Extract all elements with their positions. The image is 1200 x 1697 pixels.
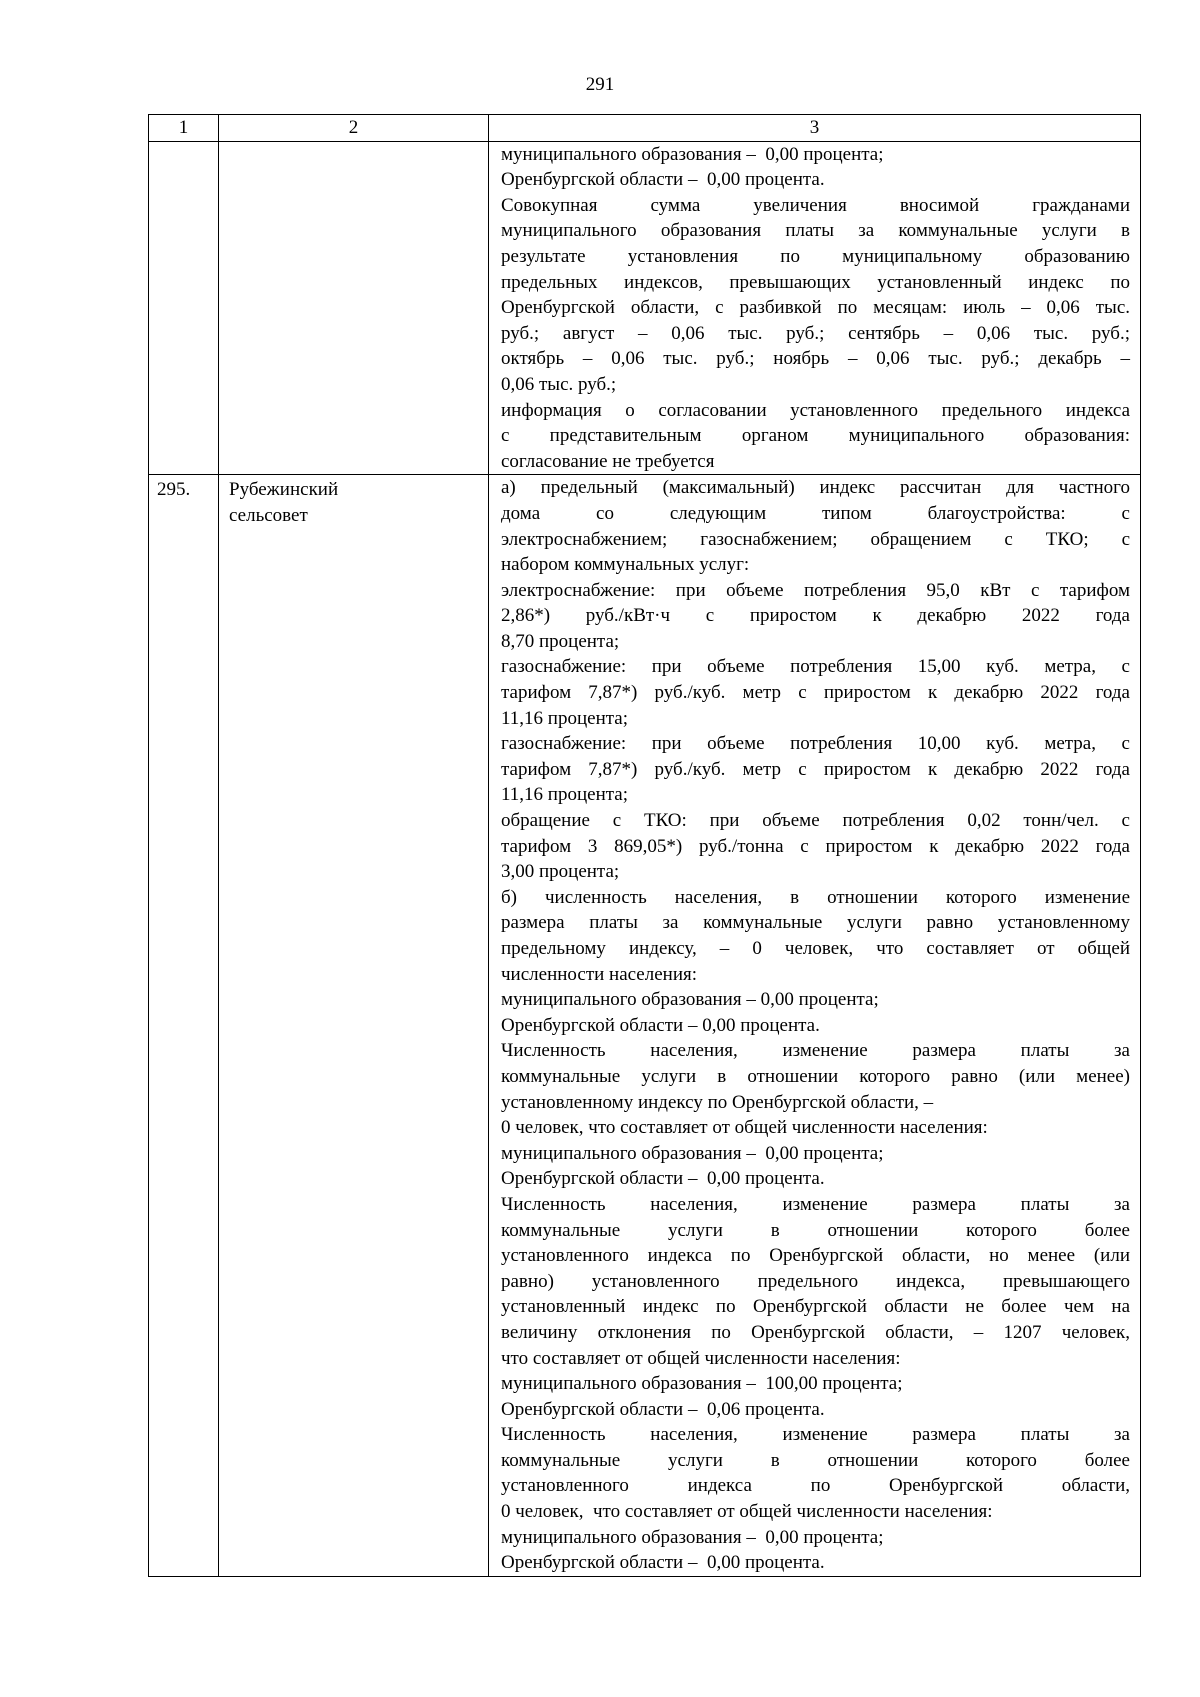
text-line: установленного индекса по Оренбургской области,: [501, 1475, 1130, 1497]
text-line: муниципального образования – 0,00 процента;: [501, 143, 884, 165]
text-line: 2,86*) руб./кВт·ч с приростом к декабрю 2022 года: [501, 605, 1130, 627]
text-line: газоснабжение: при объеме потребления 15,00 куб. метра, с: [501, 656, 1130, 678]
text-line: муниципального образования – 0,00 процента;: [501, 1526, 884, 1548]
text-line: величину отклонения по Оренбургской области, – 1207 человек,: [501, 1321, 1130, 1343]
text-line: 0 человек, что составляет от общей численности населения:: [501, 1117, 988, 1139]
document-table: [148, 114, 1141, 1577]
text-line: муниципального образования – 100,00 процента;: [501, 1373, 903, 1395]
text-line: 11,16 процента;: [501, 707, 628, 729]
text-line: руб.; август – 0,06 тыс. руб.; сентябрь – 0,06 тыс. руб.;: [501, 322, 1130, 344]
description-cell: [489, 141, 1141, 475]
column-header-2: 2: [219, 115, 489, 142]
text-line: информация о согласовании установленного предельного индекса: [501, 399, 1130, 421]
text-line: 0,06 тыс. руб.;: [501, 373, 617, 395]
row-number-cell: [149, 141, 219, 475]
text-line: муниципального образования – 0,00 процента;: [501, 989, 879, 1011]
text-line: газоснабжение: при объеме потребления 10,00 куб. метра, с: [501, 733, 1130, 755]
text-line: размера платы за коммунальные услуги равно установленному: [501, 912, 1130, 934]
text-line: установленный индекс по Оренбургской области не более чем на: [501, 1296, 1130, 1318]
text-line: набором коммунальных услуг:: [501, 554, 750, 576]
text-line: муниципального образования – 0,00 процента;: [501, 1142, 884, 1164]
text-line: равно) установленного предельного индекса, превышающего: [501, 1270, 1130, 1292]
text-line: обращение с ТКО: при объеме потребления 0,02 тонн/чел. с: [501, 810, 1130, 832]
municipality-name-line: сельсовет: [229, 504, 308, 526]
text-line: с представительным органом муниципального образования:: [501, 425, 1130, 447]
text-line: Оренбургской области, с разбивкой по месяцам: июль – 0,06 тыс.: [501, 297, 1130, 319]
text-line: предельному индексу, – 0 человек, что составляет от общей: [501, 938, 1130, 959]
text-line: Оренбургской области – 0,00 процента.: [501, 1168, 825, 1190]
text-line: а) предельный (максимальный) индекс рассчитан для частного: [501, 477, 1130, 499]
row-number-cell: 295.: [149, 475, 219, 1577]
text-line: предельных индексов, превышающих установленный индекс по: [501, 271, 1130, 293]
text-line: тарифом 7,87*) руб./куб. метр с приростом к декабрю 2022 года: [501, 682, 1130, 704]
text-line: коммунальные услуги в отношении которого более: [501, 1449, 1130, 1471]
column-header-3: 3: [489, 115, 1141, 142]
text-line: 11,16 процента;: [501, 784, 628, 806]
text-line: тарифом 3 869,05*) руб./тонна с приростом к декабрю 2022 года: [501, 835, 1130, 857]
text-line: результате установления по муниципальному образованию: [501, 245, 1130, 267]
text-line: электроснабжением; газоснабжением; обращением с ТКО; с: [501, 528, 1130, 550]
text-line: коммунальные услуги в отношении которого равно (или менее): [501, 1065, 1130, 1087]
text-line: Оренбургской области – 0,00 процента.: [501, 1552, 825, 1574]
text-line: согласование не требуется: [501, 450, 715, 472]
text-line: установленного индекса по Оренбургской области, но менее (или: [501, 1245, 1130, 1267]
text-line: муниципального образования платы за коммунальные услуги в: [501, 220, 1130, 242]
table-row: [149, 141, 1141, 475]
text-line: численности населения:: [501, 963, 698, 985]
text-line: Оренбургской области – 0,00 процента.: [501, 1014, 820, 1036]
table-header-row: [149, 115, 1141, 142]
text-line: 8,70 процента;: [501, 630, 620, 652]
text-line: 3,00 процента;: [501, 861, 620, 883]
text-line: дома со следующим типом благоустройства: с: [501, 502, 1130, 524]
column-header-1: 1: [149, 115, 219, 142]
text-line: октябрь – 0,06 тыс. руб.; ноябрь – 0,06 тыс. руб.; декабрь –: [501, 348, 1130, 370]
text-line: Совокупная сумма увеличения вносимой гражданами: [501, 194, 1130, 216]
text-line: Оренбургской области – 0,06 процента.: [501, 1398, 825, 1420]
text-line: электроснабжение: при объеме потребления 95,0 кВт с тарифом: [501, 579, 1130, 601]
text-line: Численность населения, изменение размера платы за: [501, 1193, 1130, 1215]
text-line: Оренбургской области – 0,00 процента.: [501, 169, 825, 191]
text-line: б) численность населения, в отношении которого изменение: [501, 886, 1130, 908]
text-line: установленному индексу по Оренбургской области, –: [501, 1091, 934, 1113]
text-line: 0 человек, что составляет от общей численности населения:: [501, 1501, 993, 1523]
text-line: Численность населения, изменение размера платы за: [501, 1424, 1130, 1446]
page-number: 291: [585, 74, 615, 95]
text-line: тарифом 7,87*) руб./куб. метр с приростом к декабрю 2022 года: [501, 758, 1130, 780]
description-cell: [489, 475, 1141, 1577]
municipality-name-cell: [219, 141, 489, 475]
table-row: [149, 475, 1141, 1577]
municipality-name-cell: [219, 475, 489, 1577]
text-line: что составляет от общей численности населения:: [501, 1347, 901, 1369]
text-line: коммунальные услуги в отношении которого более: [501, 1219, 1130, 1241]
text-line: Численность населения, изменение размера платы за: [501, 1040, 1130, 1062]
municipality-name-line: Рубежинский: [229, 479, 339, 501]
